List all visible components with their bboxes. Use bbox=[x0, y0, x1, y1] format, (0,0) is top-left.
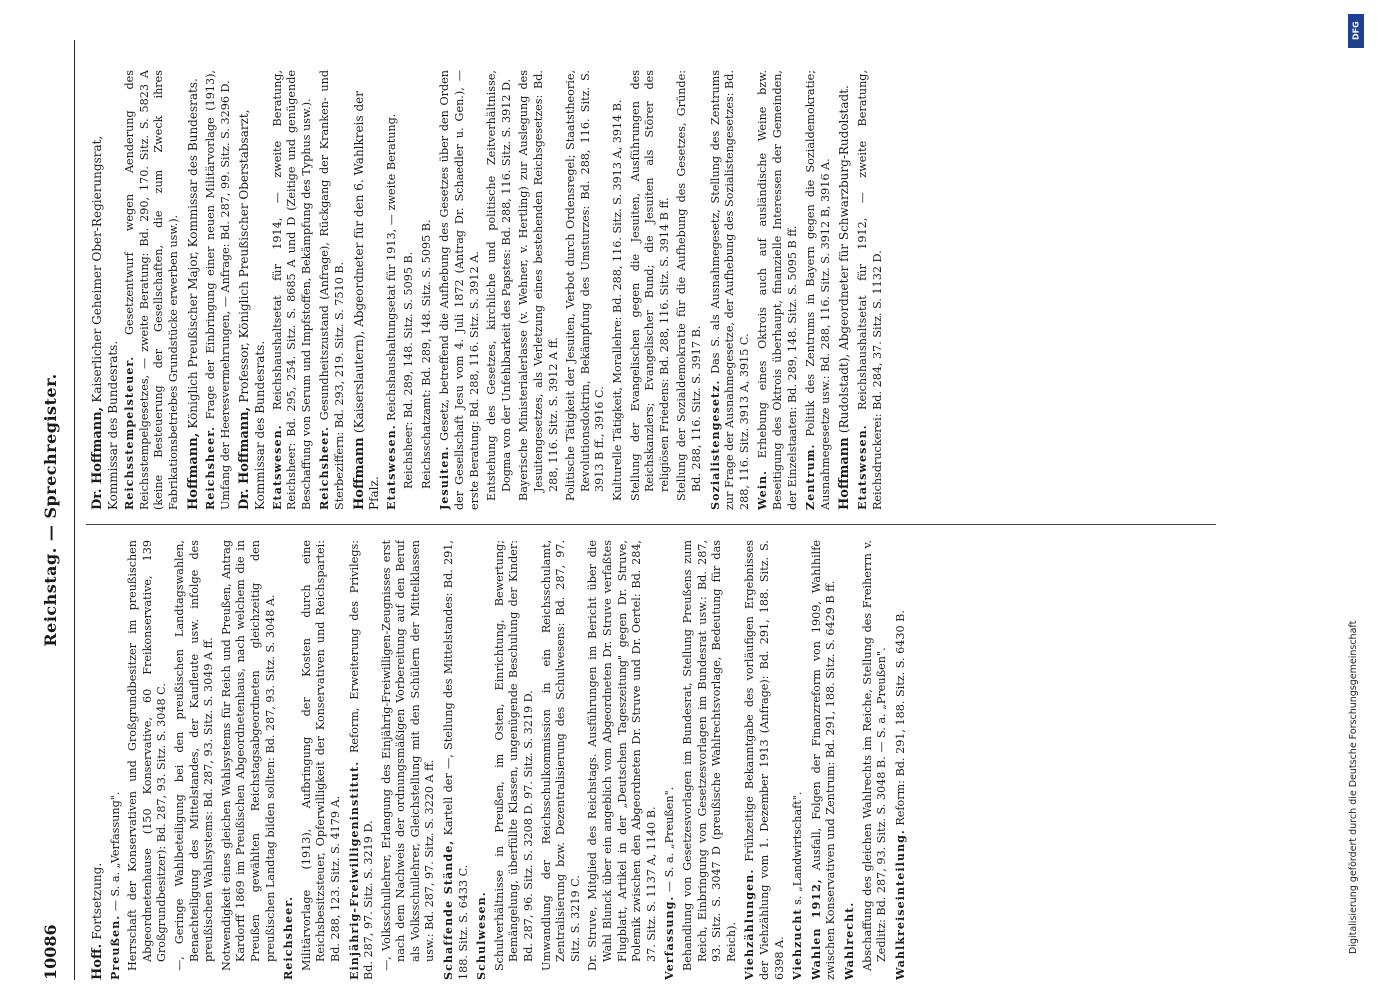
entry-text: Politik des Zentrums in Bayern gegen die Sozialdemokratie; Ausnahmegesetze usw.: Bd. 288, 116. Sitz. S. 3912 B, 3916 A. bbox=[804, 70, 832, 510]
entry-text: Herrschaft der Konservativen und Großgrundbesitzer im preußischen Abgeordnetenhause (150 Konservative, 60 Freikonservative, 139 Großgrundbesitzer): Bd. 287, 93. Sitz. S. 3048 C. bbox=[126, 540, 169, 971]
entry-text: Reichshaushaltungsetat für 1913, — zweite Beratung. bbox=[384, 113, 398, 421]
speaker-name: Hoff. bbox=[90, 943, 105, 980]
speaker-heading bbox=[237, 70, 267, 510]
running-title: Reichstag. — Sprechregister. bbox=[41, 373, 60, 647]
index-entry bbox=[474, 540, 490, 980]
entry-text: Bayerische Ministerialerlasse (v. Wehner, v. Hertling) zur Auslegung des Jesuitengesetzes, als Verletzung eines bestehenden Reichsgesetzes: Bd. 288, 116. Sitz. S. 3912 A ff. bbox=[517, 70, 560, 501]
speaker-name: Dr. Hoffmann, bbox=[90, 406, 105, 510]
speaker-description: Kaiserlicher Geheimer Ober-Regierungsrat, Kommissar des Bundesrats. bbox=[90, 135, 120, 510]
entry-text: Politische Tätigkeit der Jesuiten, Verbot durch Ordensregel; Staatstheorie, Revolutionsdoktrin, Bekämpfung des Umsturzes: Bd. 288, 116. Sitz. S. 3913 B ff., 3916 C. bbox=[564, 70, 607, 501]
speaker-description: Königlich Preußischer Major, Kommissar des Bundesrats. bbox=[185, 78, 200, 429]
entry-keyword: Verfassung. bbox=[662, 895, 677, 980]
index-subentry bbox=[402, 70, 417, 510]
entry-keyword: Einjährig-Freiwilligeninstitut. bbox=[346, 760, 361, 980]
index-subentry bbox=[485, 70, 514, 510]
index-subentry bbox=[126, 540, 170, 980]
entry-text: Reform: Bd. 291, 188. Sitz. S. 6430 B. bbox=[893, 610, 907, 826]
index-subentry bbox=[861, 540, 890, 980]
entry-keyword: Reichsheer. bbox=[281, 895, 296, 980]
index-entry bbox=[317, 70, 347, 510]
entry-text: Umwandlung der Reichsschulkommission in ein Reichsschulamt, Zentralisierung bzw. Dezentralisierung des Schulwesens: Bd. 287, 97. Sitz. S. 3219 C. bbox=[539, 540, 582, 971]
index-entry bbox=[742, 540, 787, 980]
index-entry bbox=[893, 540, 909, 980]
index-subentry bbox=[517, 70, 561, 510]
entry-text: s. „Landwirtschaft". bbox=[791, 791, 805, 905]
index-entry bbox=[809, 540, 839, 980]
column-divider bbox=[86, 524, 1216, 525]
index-entry bbox=[755, 70, 800, 510]
index-subentry bbox=[611, 70, 626, 510]
index-entry bbox=[384, 70, 400, 510]
speaker-heading bbox=[186, 70, 202, 510]
entry-text: —, Geringe Wahlbeteiligung bei den preußischen Landtagswahlen, Benachteiligung des Mittelstandes, der Kaufleute usw. infolge des preußischen Wahlsystems: Bd. 287, 93. Sitz. S. 3049 A ff. bbox=[172, 540, 216, 971]
scanned-page bbox=[40, 40, 1320, 980]
index-subentry bbox=[300, 540, 344, 980]
entry-text: Stellung der Sozialdemokratie für die Aufhebung des Gesetzes, Gründe: Bd. 288, 116. Sitz. S. 3917 B. bbox=[675, 70, 703, 501]
index-subentry bbox=[380, 540, 438, 980]
index-subentry bbox=[420, 70, 435, 510]
index-entry bbox=[842, 540, 858, 980]
index-entry bbox=[203, 70, 233, 510]
index-entry bbox=[270, 70, 315, 510]
index-entry bbox=[108, 540, 124, 980]
entry-keyword: Reichsheer. bbox=[317, 425, 332, 510]
entry-keyword: Wein. bbox=[755, 469, 770, 510]
index-subentry bbox=[540, 540, 584, 980]
entry-keyword: Schulwesen. bbox=[474, 891, 489, 980]
index-entry bbox=[803, 70, 833, 510]
entry-text: Dr. Struve, Mitglied des Reichstags. Ausführungen im Bericht über die Wahl Blunck über ein angeblich vom Abgeordneten Dr. Struve verfaßtes Flugblatt, Artikel in der „Deutschen Tageszeitung" gegen Dr. Struve, Polemik zwischen den Abgeordneten Dr. Struve und Dr. Oertel: Bd. 284, 37. Sitz. S. 1137 A, 1140 B. bbox=[586, 540, 658, 971]
entry-keyword: Etatswesen. bbox=[269, 424, 284, 510]
speaker-name: Hoffmann bbox=[351, 437, 367, 510]
index-entry bbox=[437, 70, 482, 510]
entry-text: Frühzeitige Bekanntgabe des vorläufigen Ergebnisses der Viehzählung vom 1. Dezember 1913 (Anfrage): Bd. 291, 188. Sitz. S. 6398 A. bbox=[743, 540, 786, 980]
index-subentry bbox=[493, 540, 537, 980]
entry-keyword: Viehzählungen. bbox=[742, 868, 757, 980]
speaker-description: Professor, Königlich Preußischer Oberstabsarzt, Kommissar des Bundesrats. bbox=[237, 109, 267, 510]
speaker-description: (Rudolstadt), Abgeordneter für Schwarzburg-Rudolstadt. bbox=[837, 85, 852, 434]
header-rule bbox=[74, 40, 75, 980]
entry-keyword: Viehzucht bbox=[790, 908, 805, 980]
entry-text: Kartell der —, Stellung des Mittelstandes: Bd. 291, 188. Sitz. S. 6433 C. bbox=[442, 540, 470, 980]
entry-text: Gesundheitszustand (Anfrage), Rückgang der Kranken- und Sterbeziffern: Bd. 293, 219. Sitz. S. 7510 B. bbox=[318, 70, 346, 510]
speaker-heading bbox=[90, 540, 106, 980]
entry-text: Gesetz, betreffend die Aufhebung des Gesetzes über den Orden der Gesellschaft Jesu vom 4. Juli 1872 (Antrag Dr. Schaedler u. Gen.), — erste Beratung: Bd. 288, 116. Sitz. S. 3912 A. bbox=[438, 70, 481, 510]
index-entry bbox=[662, 540, 678, 980]
entry-text: Kulturelle Tätigkeit, Morallehre: Bd. 288, 116. Sitz. S. 3913 A, 3914 B. bbox=[611, 99, 624, 501]
speaker-description: Fortsetzung. bbox=[90, 862, 104, 940]
index-subentry bbox=[586, 540, 659, 980]
speaker-name: Dr. Hoffmann, bbox=[237, 406, 253, 510]
speaker-heading bbox=[352, 70, 382, 510]
funding-note-text: Digitalisierung gefördert durch die Deutsche Forschungsgemeinschaft bbox=[1348, 620, 1359, 954]
dfg-logo: DFG bbox=[1348, 14, 1364, 48]
entry-text: Reichshaushaltsetat für 1914, — zweite Beratung, Reichsheer: Bd. 295, 254. Sitz. S. 8685 A und D (Zeitige und genügende Beschaffung von Serum und Impfstoffen, Bekämpfung des Typhus usw.). bbox=[270, 70, 313, 510]
entry-text: Notwendigkeit eines gleichen Wahlsystems für Reich und Preußen, Antrag Kardorff 1869 im Preußischen Abgeordnetenhaus, nach welchem die in Preußen gewählten Reichstagsabgeordneten gleichzeitig den preußischen Landtag bilden sollten: Bd. 287, 93. Sitz. S. 3048 A. bbox=[219, 540, 277, 971]
entry-keyword: Schaffende Stände, bbox=[441, 839, 456, 980]
speaker-description: (Kaiserslautern), Abgeordneter für den 6. Wahlkreis der Pfalz. bbox=[351, 91, 382, 510]
entry-keyword: Reichsstempelsteuer. bbox=[122, 355, 137, 510]
entry-text: — S. a. „Verfassung". bbox=[108, 791, 122, 912]
entry-keyword: Etatswesen. bbox=[383, 424, 398, 510]
entry-text: Militärvorlage (1913), Aufbringung der Kosten durch eine Reichsbesitzsteuer, Opferwilligkeit der Konservativen und Reichspartei: Bd. 288, 123. Sitz. S. 4179 A. bbox=[299, 540, 342, 971]
entry-text: —, Volksschullehrer, Erlangung des Einjährig-Freiwilligen-Zeugnisses erst nach dem Nachweis der ordnungsmäßigen Vorbereitung auf den Beruf als Volksschullehrer, Gleichstellung mit den Schülern der Mittelklassen usw.: Bd. 287, 97. Sitz. S. 3220 A ff. bbox=[379, 540, 437, 971]
index-subentry bbox=[173, 540, 217, 980]
entry-keyword: Reichsheer. bbox=[203, 425, 218, 510]
entry-keyword: Wahlkreiseinteilung. bbox=[892, 829, 907, 980]
running-head bbox=[40, 40, 70, 980]
speaker-name: Hoffmann bbox=[837, 437, 853, 510]
index-subentry bbox=[629, 70, 673, 510]
index-entry bbox=[441, 540, 471, 980]
speaker-heading bbox=[837, 70, 853, 510]
page-number: 10086 bbox=[41, 924, 60, 980]
left-column bbox=[86, 540, 1266, 980]
entry-text: Entstehung des Gesetzes, kirchliche und politische Zeitverhältnisse, Dogma von der Unfehlbarkeit des Papstes: Bd. 288, 116. Sitz. S. 3912 D. bbox=[485, 70, 513, 501]
speaker-heading bbox=[90, 70, 120, 510]
index-subentry bbox=[564, 70, 608, 510]
entry-keyword: Sozialistengesetz. bbox=[707, 379, 722, 510]
entry-keyword: Zentrum. bbox=[803, 443, 818, 510]
index-entry bbox=[790, 540, 806, 980]
entry-text: Abschaffung des gleichen Wahlrechts im Reiche, Stellung des Freiherrn v. Zedlitz: Bd. 287, 93. Sitz. S. 3048 B. — S. a. „Preußen". bbox=[860, 540, 889, 971]
index-entry bbox=[122, 70, 181, 510]
entry-keyword: Preußen. bbox=[107, 914, 122, 980]
index-entry bbox=[708, 70, 753, 510]
entry-text: Reichsschatzamt: Bd. 289, 148. Sitz. S. 5095 B. bbox=[419, 219, 433, 489]
funding-note bbox=[1344, 6, 1374, 966]
entry-text: Ausfall, Folgen der Finanzreform von 1909, Wahlhilfe zwischen Konservativen und Zentrum: Bd. 291, 188. Sitz. S. 6429 B ff. bbox=[809, 540, 838, 980]
index-subentry bbox=[220, 540, 278, 980]
index-entry bbox=[855, 70, 885, 510]
index-entry bbox=[347, 540, 377, 980]
entry-text: Gesetzentwurf wegen Aenderung des Reichsstempelgesetzes, — zweite Beratung: Bd. 290, 170. Sitz. S. 5823 A (keine Besteuerung der Gesellschaften, die zum Zweck ihres Fabrikationsbetriebes Grundstücke erwerben usw.). bbox=[123, 70, 180, 510]
speaker-name: Hoffmann, bbox=[185, 432, 201, 510]
entry-text: Reichsheer: Bd. 289, 148. Sitz. S. 5095 B. bbox=[402, 251, 416, 489]
entry-text: Stellung der Evangelischen gegen die Jesuiten, Ausführungen des Reichskanzlers; Evangelischer Bund; die Jesuiten als Störer des religiösen Friedens: Bd. 288, 116. Sitz. S. 3914 B ff. bbox=[628, 70, 671, 501]
entry-text: Erhebung eines Oktrois auch auf ausländische Weine bzw. Beseitigung des Oktrois überhaupt, finanzielle Interessen der Gemeinden, der Einzelstaaten: Bd. 289, 148. Sitz. S. 5095 B ff. bbox=[756, 70, 799, 510]
index-subentry bbox=[681, 540, 739, 980]
entry-text: — S. a. „Preußen". bbox=[663, 786, 677, 893]
entry-keyword: Etatswesen. bbox=[854, 424, 869, 510]
entry-keyword: Wahlen 1912, bbox=[808, 878, 823, 980]
entry-text: Reform, Erweiterung des Privilegs: Bd. 287, 97. Sitz. S. 3219 D. bbox=[347, 540, 376, 980]
entry-text: Das S. als Ausnahmegesetz, Stellung des Zentrums zur Frage der Ausnahmegesetze, der Aufhebung des Sozialistengesetzes: Bd. 288, 116. Sitz. 3913 A, 3915 C. bbox=[708, 70, 751, 510]
entry-text: Behandlung von Gesetzesvorlagen im Bundesrat, Stellung Preußens zum Reich, Einbringung von Gesetzesvorlagen im Bundesrat usw.: Bd. 287, 93. Sitz. S. 3047 D (preußische Wahlrechtsvorlage, Bedeutung für das Reich). bbox=[680, 540, 738, 971]
entry-text: Reichshaushaltsetat für 1912, — zweite Beratung, Reichsdruckerei: Bd. 284, 37. Sitz. S. 1132 D. bbox=[855, 70, 884, 510]
entry-keyword: Wahlrecht. bbox=[841, 901, 856, 980]
index-entry bbox=[281, 540, 297, 980]
right-column bbox=[86, 70, 1266, 510]
entry-text: Frage der Einbringung einer neuen Militärvorlage (1913), Umfang der Heeresvermehrungen, — Anfrage: Bd. 287, 99. Sitz. S. 3296 D. bbox=[204, 70, 232, 510]
entry-text: Schulverhältnisse in Preußen, im Osten, Einrichtung, Bewertung; Bemängelung, überfüllte Klassen, ungenügende Beschulung der Kinder: Bd. 287, 96. Sitz. S. 3208 D. 97. Sitz. S. 3219 D. bbox=[492, 540, 536, 971]
index-subentry bbox=[675, 70, 704, 510]
entry-keyword: Jesuiten. bbox=[437, 445, 452, 510]
